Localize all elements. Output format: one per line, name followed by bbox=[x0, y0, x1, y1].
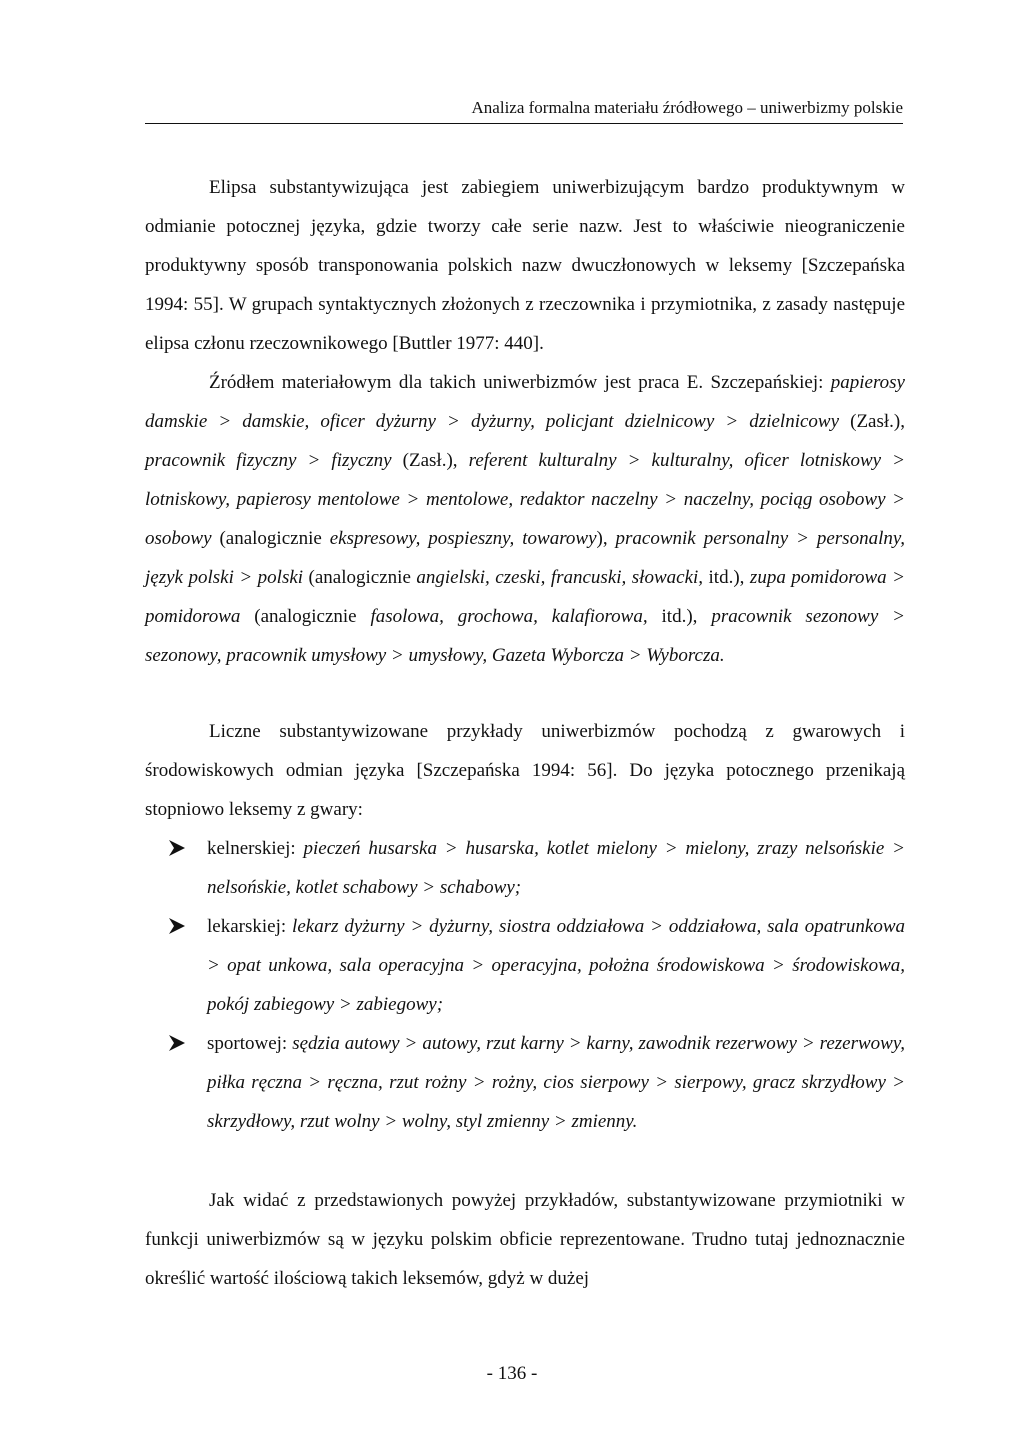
page-body bbox=[145, 168, 905, 1298]
text-run: Źródłem materiałowym dla takich uniwerbizmów jest praca E. Szczepańskiej: bbox=[209, 372, 831, 393]
arrow-bullet-icon bbox=[167, 838, 187, 858]
running-header: Analiza formalna materiału źródłowego – uniwerbizmy polskie bbox=[145, 97, 903, 124]
text-run: Elipsa substantywizująca jest zabiegiem uniwerbizującym bardzo produktywnym w odmianie potocznej języka, gdzie tworzy całe serie nazw. Jest to właściwie nieograniczenie produktywny sposób transponowania polskich nazw dwuczłonowych w leksemy [Szczepańska 1994: 55]. W grupach syntaktycznych złożonych z rzeczownika i przymiotnika, z zasady następuje elipsa członu rzeczownikowego [Buttler 1977: 440]. bbox=[145, 177, 905, 354]
italic-example: zupa pomidorowa > pomidorowa bbox=[145, 567, 905, 627]
arrow-bullet-icon bbox=[167, 1033, 187, 1053]
arrow-bullet-icon bbox=[167, 916, 187, 936]
jargon-list bbox=[145, 829, 905, 1141]
italic-example: pracownik sezonowy > sezonowy, pracownik umysłowy > umysłowy, Gazeta Wyborcza > Wyborcza. bbox=[145, 606, 905, 666]
text-run: (analogicznie bbox=[219, 528, 330, 549]
text-run: (Zasł.), bbox=[850, 411, 905, 432]
list-item-sports bbox=[145, 1024, 905, 1141]
italic-example: pieczeń husarska > husarska, kotlet mielony > mielony, zrazy nelsońskie > nelsońskie, kotlet schabowy > schabowy; bbox=[207, 838, 905, 898]
italic-example: ekspresowy, pospieszny, towarowy bbox=[329, 528, 597, 549]
italic-example: fasolowa, grochowa, kalafiorowa, bbox=[370, 606, 662, 627]
page-number: - 136 - bbox=[486, 1363, 538, 1384]
italic-example: papierosy damskie > damskie, oficer dyżurny > dyżurny, policjant dzielnicowy > dzielnicowy bbox=[145, 372, 905, 432]
text-run: sportowej: bbox=[207, 1033, 293, 1054]
text-run: itd.), bbox=[708, 567, 750, 588]
paragraph-sources bbox=[145, 363, 905, 675]
paragraph-ellipsis bbox=[145, 168, 905, 363]
list-item-text bbox=[207, 1033, 905, 1132]
text-run: kelnerskiej: bbox=[207, 838, 304, 859]
text-run: lekarskiej: bbox=[207, 916, 293, 937]
paragraph-conclusion bbox=[145, 1181, 905, 1298]
text-run: (Zasł.), bbox=[402, 450, 469, 471]
italic-example: referent kulturalny > kulturalny, oficer lotniskowy > lotniskowy, papierosy mentolowe > mentolowe, redaktor naczelny > naczelny, pociąg osobowy > osobowy bbox=[145, 450, 905, 549]
italic-example: pracownik fizyczny > fizyczny bbox=[145, 450, 403, 471]
italic-example: lekarz dyżurny > dyżurny, siostra oddziałowa > oddziałowa, sala opatrunkowa > opat unkowa, sala operacyjna > operacyjna, położna środowiskowa > środowiskowa, pokój zabiegowy > zabiegowy; bbox=[207, 916, 905, 1015]
list-item-waiters bbox=[145, 829, 905, 907]
text-run: itd.), bbox=[661, 606, 712, 627]
list-item-text bbox=[207, 916, 905, 1015]
italic-example: sędzia autowy > autowy, rzut karny > karny, zawodnik rezerwowy > rezerwowy, piłka ręczna > ręczna, rzut rożny > rożny, cios sierpowy > sierpowy, gracz skrzydłowy > skrzydłowy, rzut wolny > wolny, styl zmienny > zmienny. bbox=[207, 1033, 905, 1132]
paragraph-dialects bbox=[145, 712, 905, 829]
text-run: Jak widać z przedstawionych powyżej przykładów, substantywizowane przymiotniki w funkcji uniwerbizmów są w języku polskim obficie reprezentowane. Trudno tutaj jednoznacznie określić wartość ilościową takich leksemów, gdyż w dużej bbox=[145, 1190, 905, 1289]
text-run: ), bbox=[596, 528, 616, 549]
italic-example: angielski, czeski, francuski, słowacki, bbox=[416, 567, 709, 588]
list-item-text bbox=[207, 838, 905, 898]
italic-example: pracownik personalny > personalny, język polski > polski bbox=[145, 528, 905, 588]
text-run: Liczne substantywizowane przykłady uniwerbizmów pochodzą z gwarowych i środowiskowych odmian języka [Szczepańska 1994: 56]. Do języka potocznego przenikają stopniowo leksemy z gwary: bbox=[145, 721, 905, 820]
text-run: (analogicznie bbox=[308, 567, 417, 588]
text-run: (analogicznie bbox=[254, 606, 371, 627]
list-item-medical bbox=[145, 907, 905, 1024]
